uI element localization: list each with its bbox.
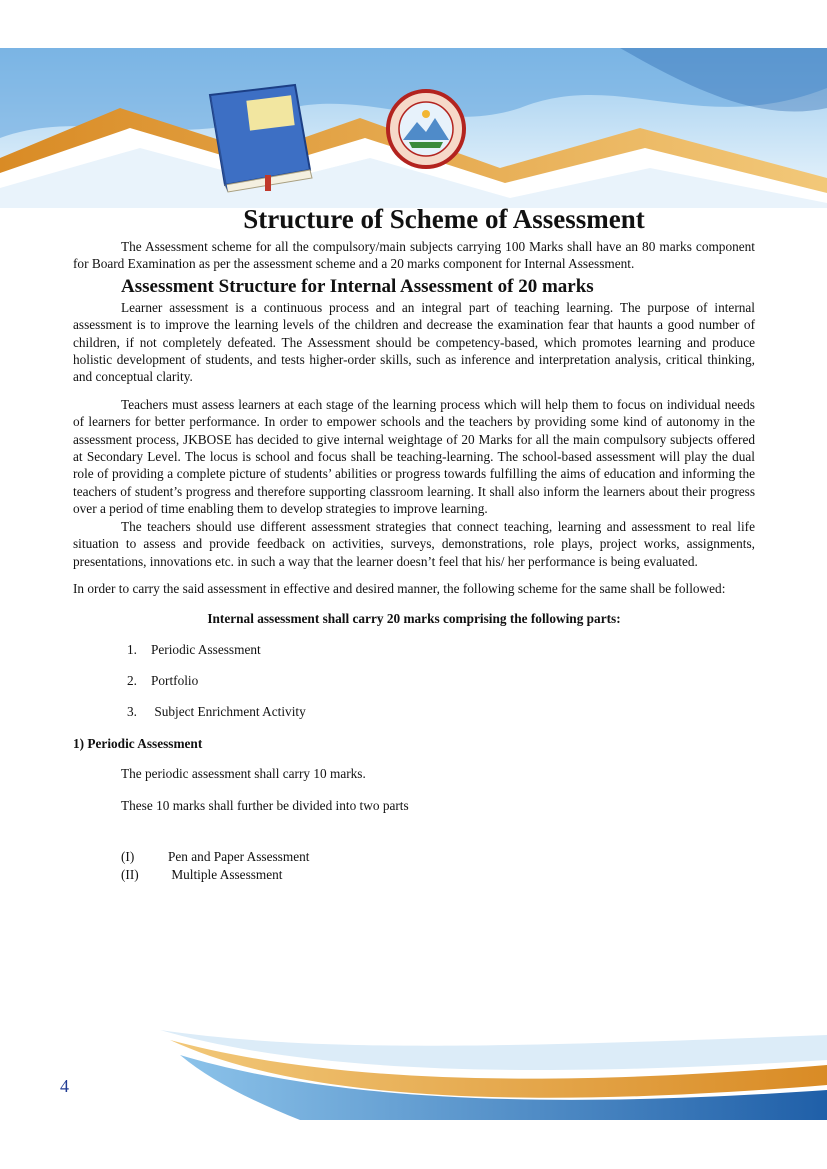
book-illustration	[200, 80, 320, 195]
paragraph-teachers-assess: Teachers must assess learners at each stage of the learning process which will help them to focus on individual needs of learners for better performance. In order to empower schools and the teachers by providing some kind of autonomy in the assessment process, JKBOSE has decided to give internal weightage of 20 Marks for all the main compulsory subjects offered at Secondary Level. The locus is school and focus shall be teaching-learning. The school-based assessment will play the dual role of providing a complete picture of students’ abilities or progress towards fulfilling the aims of education and informing the teachers of student’s progress and therefore supporting classroom learning. It shall also inform the learners about their progress over a period of time enabling them to develop strategies to improve learning.	[73, 396, 755, 517]
paragraph-learner-assessment: Learner assessment is a continuous process and an integral part of teaching learning. The purpose of internal assessment is to improve the learning levels of the children and decrease the examination fear that haunts a good number of children, if not completely defeated. The Assessment should be competency-based, which promotes learning and produce holistic development of students, and tests higher-order skills, such as inference and interpretation analysis, critical thinking, and conceptual clarity.	[73, 299, 755, 385]
section-subtitle: Assessment Structure for Internal Assessment of 20 marks	[121, 275, 594, 297]
footer-wave-art	[0, 1010, 827, 1120]
section-heading-periodic-assessment: 1) Periodic Assessment	[73, 736, 203, 752]
board-emblem-logo	[385, 88, 467, 170]
intro-paragraph: The Assessment scheme for all the compulsory/main subjects carrying 100 Marks shall have an 80 marks component for Board Examination as per the assessment scheme and a 20 marks component for Internal Assessment.	[73, 239, 755, 272]
parts-list	[73, 641, 755, 720]
paragraph-assessment-strategies: The teachers should use different assessment strategies that connect teaching, learning and assessment to real life situation to assess and provide feedback on activities, surveys, demonstrations, role plays, project works, assignments, presentations, innovations etc. in such a way that the learner doesn’t feel that his/ her performance is being evaluated.	[73, 518, 755, 569]
parts-heading: Internal assessment shall carry 20 marks comprising the following parts:	[207, 611, 621, 627]
list-item: 3. Subject Enrichment Activity	[127, 704, 306, 720]
page-number: 4	[60, 1076, 69, 1096]
periodic-division-text: These 10 marks shall further be divided into two parts	[121, 798, 409, 814]
list-item: 2. Portfolio	[127, 673, 199, 689]
list-item: (I) Pen and Paper Assessment	[121, 849, 310, 865]
list-item: (II) Multiple Assessment	[121, 867, 283, 883]
page-title: Structure of Scheme of Assessment	[243, 204, 645, 234]
document-body	[73, 200, 755, 884]
list-item: 1. Periodic Assessment	[127, 642, 261, 658]
periodic-marks-text: The periodic assessment shall carry 10 marks.	[121, 766, 366, 782]
paragraph-scheme-intro: In order to carry the said assessment in effective and desired manner, the following scheme for the same shall be followed:	[73, 580, 726, 596]
